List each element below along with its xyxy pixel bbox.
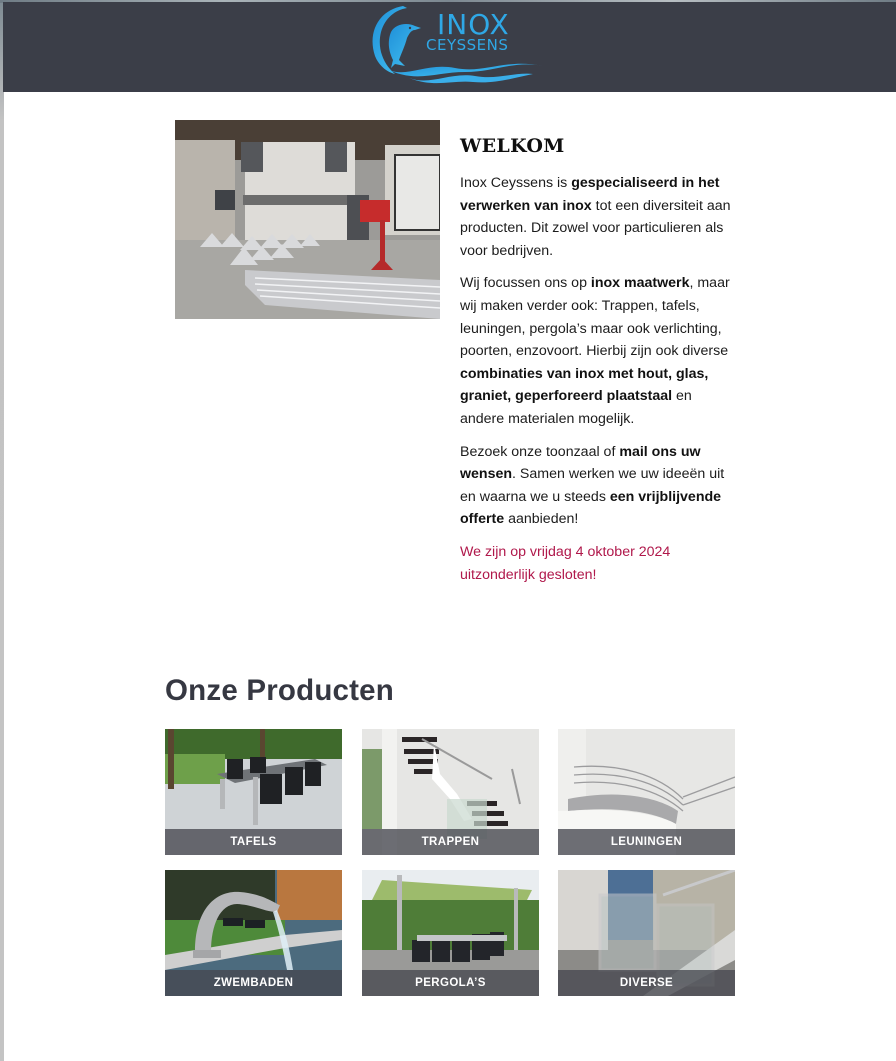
bold-text: een vrijblijvende offerte — [460, 488, 722, 528]
text: , maar wij maken verder ook: Trappen, tafels, leuningen, pergola’s maar ook verlichting, poorten, enzovoort. Hierbij zijn ook diverse — [460, 275, 730, 360]
product-tile-trappen[interactable] — [362, 729, 539, 855]
intro-paragraph — [460, 172, 732, 262]
product-label: LEUNINGEN — [558, 829, 735, 855]
focus-paragraph — [460, 272, 732, 430]
product-tile-diverse[interactable] — [558, 870, 735, 996]
text: aanbieden! — [504, 511, 579, 528]
product-tile-tafels[interactable] — [165, 729, 342, 855]
product-tile-zwembaden[interactable] — [165, 870, 342, 996]
site-logo[interactable] — [365, 2, 550, 88]
site-header — [3, 2, 896, 92]
text: . Samen werken we uw ideeën uit en waarna we u steeds — [460, 466, 725, 505]
bold-text: inox maatwerk — [590, 275, 690, 292]
products-title: Onze Producten — [165, 674, 394, 707]
welcome-section — [460, 132, 732, 596]
closure-notice: We zijn op vrijdag 4 oktober 2024 uitzonderlijk gesloten! — [460, 543, 671, 583]
text: Bezoek onze toonzaal of — [460, 443, 620, 460]
logo-text-ceyssens: CEYSSENS — [426, 36, 509, 54]
text: Inox Ceyssens is — [460, 175, 572, 191]
window-edge — [0, 0, 4, 1061]
welcome-title: WELKOM — [460, 135, 565, 157]
workshop-image — [175, 120, 440, 319]
mail-link-text: mail ons uw wensen — [460, 443, 701, 483]
bold-text: combinaties van inox met hout, glas, graniet, geperforeerd plaatstaal — [460, 365, 709, 405]
text: en andere materialen mogelijk. — [460, 388, 692, 427]
text: Wij focussen ons op — [460, 275, 591, 292]
product-label: PERGOLA’S — [362, 970, 539, 996]
visit-paragraph — [460, 441, 732, 531]
bold-text: gespecialiseerd in het verwerken van inox — [460, 175, 720, 214]
text: tot een diversiteit aan producten. Dit zowel voor particulieren als voor bedrijven. — [460, 197, 731, 259]
product-tile-pergolas[interactable] — [362, 870, 539, 996]
product-label: TAFELS — [165, 829, 342, 855]
logo-text-inox: INOX — [437, 8, 510, 41]
product-label: TRAPPEN — [362, 829, 539, 855]
product-tile-leuningen[interactable] — [558, 729, 735, 855]
product-label: ZWEMBADEN — [165, 970, 342, 996]
product-label: DIVERSE — [558, 970, 735, 996]
